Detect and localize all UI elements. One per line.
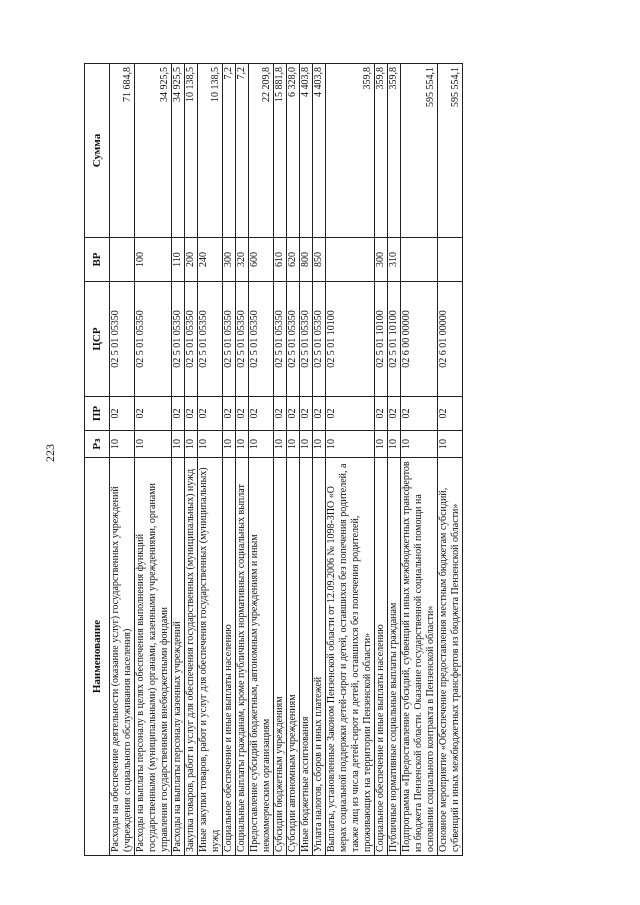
cell-pr: 02 [326,397,375,431]
budget-sheet [84,64,622,856]
cell-sum: 7,2 [236,64,249,238]
cell-sum: 71 684,8 [110,64,135,238]
cell-rz: 10 [401,431,438,458]
cell-csr: 02 5 01 05350 [313,282,326,397]
cell-csr: 02 5 01 05350 [135,282,172,397]
cell-rz: 10 [185,431,198,458]
cell-sum: 4 403,8 [313,64,326,238]
cell-rz: 10 [375,431,388,458]
cell-pr: 02 [110,397,135,431]
cell-vr: 240 [198,238,223,282]
cell-vr: 600 [249,238,274,282]
header-vr: ВР [85,238,110,282]
cell-vr: 200 [185,238,198,282]
cell-name: Предоставление субсидий бюджетным, автономным учреждениям и иным некоммерческим организациям [249,458,274,856]
cell-rz: 10 [223,431,236,458]
cell-rz: 10 [110,431,135,458]
cell-name: Уплата налогов, сборов и иных платежей [313,458,326,856]
cell-name: Подпрограмма «Предоставление субсидий, субвенций и иных межбюджетных трансфертов из бюджета Пензенской области. Оказание государственной социальной помощи на основании социального контракта в Пензенской области» [401,458,438,856]
table-row [313,64,326,856]
cell-sum: 4 403,8 [300,64,313,238]
cell-sum: 7,2 [223,64,236,238]
cell-sum: 359,8 [388,64,401,238]
cell-sum: 6 328,0 [287,64,300,238]
cell-csr: 02 5 01 05350 [236,282,249,397]
cell-vr: 310 [388,238,401,282]
cell-name: Закупка товаров, работ и услуг для обеспечения государственных (муниципальных) нужд [185,458,198,856]
cell-sum: 10 138,5 [198,64,223,238]
cell-sum: 34 925,5 [172,64,185,238]
table-row [249,64,274,856]
cell-pr: 02 [172,397,185,431]
cell-csr: 02 5 01 05350 [110,282,135,397]
cell-name: Субсидии бюджетным учреждениям [274,458,287,856]
cell-sum: 22 209,8 [249,64,274,238]
cell-rz: 10 [274,431,287,458]
cell-vr: 320 [236,238,249,282]
cell-pr: 02 [185,397,198,431]
cell-vr: 610 [274,238,287,282]
table-row [185,64,198,856]
cell-name: Публичные нормативные социальные выплаты гражданам [388,458,401,856]
table-row [287,64,300,856]
table-row [375,64,388,856]
cell-pr: 02 [375,397,388,431]
cell-rz: 10 [388,431,401,458]
table-row [300,64,313,856]
cell-name: Расходы на обеспечение деятельности (оказание услуг) государственных учреждений (учреждения социального обслуживания населения) [110,458,135,856]
cell-sum: 359,8 [375,64,388,238]
cell-rz: 10 [438,431,463,458]
cell-name: Расходы на выплаты персоналу казенных учреждений [172,458,185,856]
cell-name: Социальные выплаты гражданам, кроме публичных нормативных социальных выплат [236,458,249,856]
table-row [135,64,172,856]
table-row [198,64,223,856]
cell-csr: 02 5 01 05350 [300,282,313,397]
table-row [438,64,463,856]
cell-vr [326,238,375,282]
cell-rz: 10 [198,431,223,458]
cell-sum: 34 925,5 [135,64,172,238]
cell-vr: 100 [135,238,172,282]
cell-csr: 02 5 01 05350 [249,282,274,397]
cell-vr: 300 [223,238,236,282]
table-row [110,64,135,856]
cell-vr [438,238,463,282]
cell-vr: 300 [375,238,388,282]
cell-rz: 10 [172,431,185,458]
cell-pr: 02 [236,397,249,431]
header-sum: Сумма [85,64,110,238]
cell-name: Иные закупки товаров, работ и услуг для обеспечения государственных (муниципальных) нужд [198,458,223,856]
cell-pr: 02 [249,397,274,431]
cell-name: Субсидии автономным учреждениям [287,458,300,856]
cell-pr: 02 [287,397,300,431]
header-rz: Рз [85,431,110,458]
table-row [223,64,236,856]
cell-csr: 02 6 00 00000 [401,282,438,397]
cell-pr: 02 [313,397,326,431]
cell-csr: 02 5 01 05350 [287,282,300,397]
cell-rz: 10 [236,431,249,458]
table-header-row [85,64,110,856]
cell-name: Расходы на выплаты персоналу в целях обеспечения выполнения функций государственными (муниципальными) органами, казенными учреждениями, органами управления государственными внебюджетными фондами [135,458,172,856]
cell-csr: 02 5 01 05350 [274,282,287,397]
cell-name: Социальное обеспечение и иные выплаты населению [223,458,236,856]
rotated-page [84,64,622,856]
table-row [172,64,185,856]
cell-vr: 620 [287,238,300,282]
table-row [274,64,287,856]
cell-vr: 110 [172,238,185,282]
cell-rz: 10 [300,431,313,458]
cell-sum: 15 881,8 [274,64,287,238]
cell-name: Выплаты, установленные Законом Пензенской области от 12.09.2006 № 1098-ЗПО «О мерах социальной поддержки детей-сирот и детей, оставшихся без попечения родителей, а также лиц из числа детей-сирот и детей, оставшихся без попечения родителей, проживающих на территории Пензенской области» [326,458,375,856]
cell-pr: 02 [135,397,172,431]
cell-pr: 02 [388,397,401,431]
table-row [401,64,438,856]
cell-csr: 02 5 01 05350 [185,282,198,397]
cell-csr: 02 5 01 10100 [326,282,375,397]
cell-csr: 02 5 01 05350 [198,282,223,397]
header-csr: ЦСР [85,282,110,397]
header-pr: ПР [85,397,110,431]
page-number: 223 [43,444,57,462]
cell-vr: 850 [313,238,326,282]
cell-pr: 02 [198,397,223,431]
cell-name: Социальное обеспечение и иные выплаты населению [375,458,388,856]
table-row [236,64,249,856]
cell-pr: 02 [223,397,236,431]
cell-vr: 800 [300,238,313,282]
header-name: Наименование [85,458,110,856]
cell-csr: 02 5 01 05350 [172,282,185,397]
cell-rz: 10 [135,431,172,458]
cell-name: Иные бюджетные ассигнования [300,458,313,856]
cell-rz: 10 [249,431,274,458]
cell-pr: 02 [401,397,438,431]
table-row [326,64,375,856]
cell-csr: 02 5 01 10100 [375,282,388,397]
cell-sum: 595 554,1 [401,64,438,238]
cell-rz: 10 [326,431,375,458]
cell-vr [110,238,135,282]
cell-csr: 02 5 01 05350 [223,282,236,397]
cell-rz: 10 [287,431,300,458]
budget-table [84,63,463,856]
cell-rz: 10 [313,431,326,458]
cell-csr: 02 5 01 10100 [388,282,401,397]
cell-sum: 359,8 [326,64,375,238]
cell-pr: 02 [274,397,287,431]
cell-name: Основное мероприятие «Обеспечение предоставления местным бюджетам субсидий, субвенций и иных межбюджетных трансфертов из бюджета Пензенской области» [438,458,463,856]
cell-pr: 02 [300,397,313,431]
cell-vr [401,238,438,282]
cell-pr: 02 [438,397,463,431]
cell-sum: 595 554,1 [438,64,463,238]
table-row [388,64,401,856]
cell-csr: 02 6 01 00000 [438,282,463,397]
cell-sum: 10 138,5 [185,64,198,238]
